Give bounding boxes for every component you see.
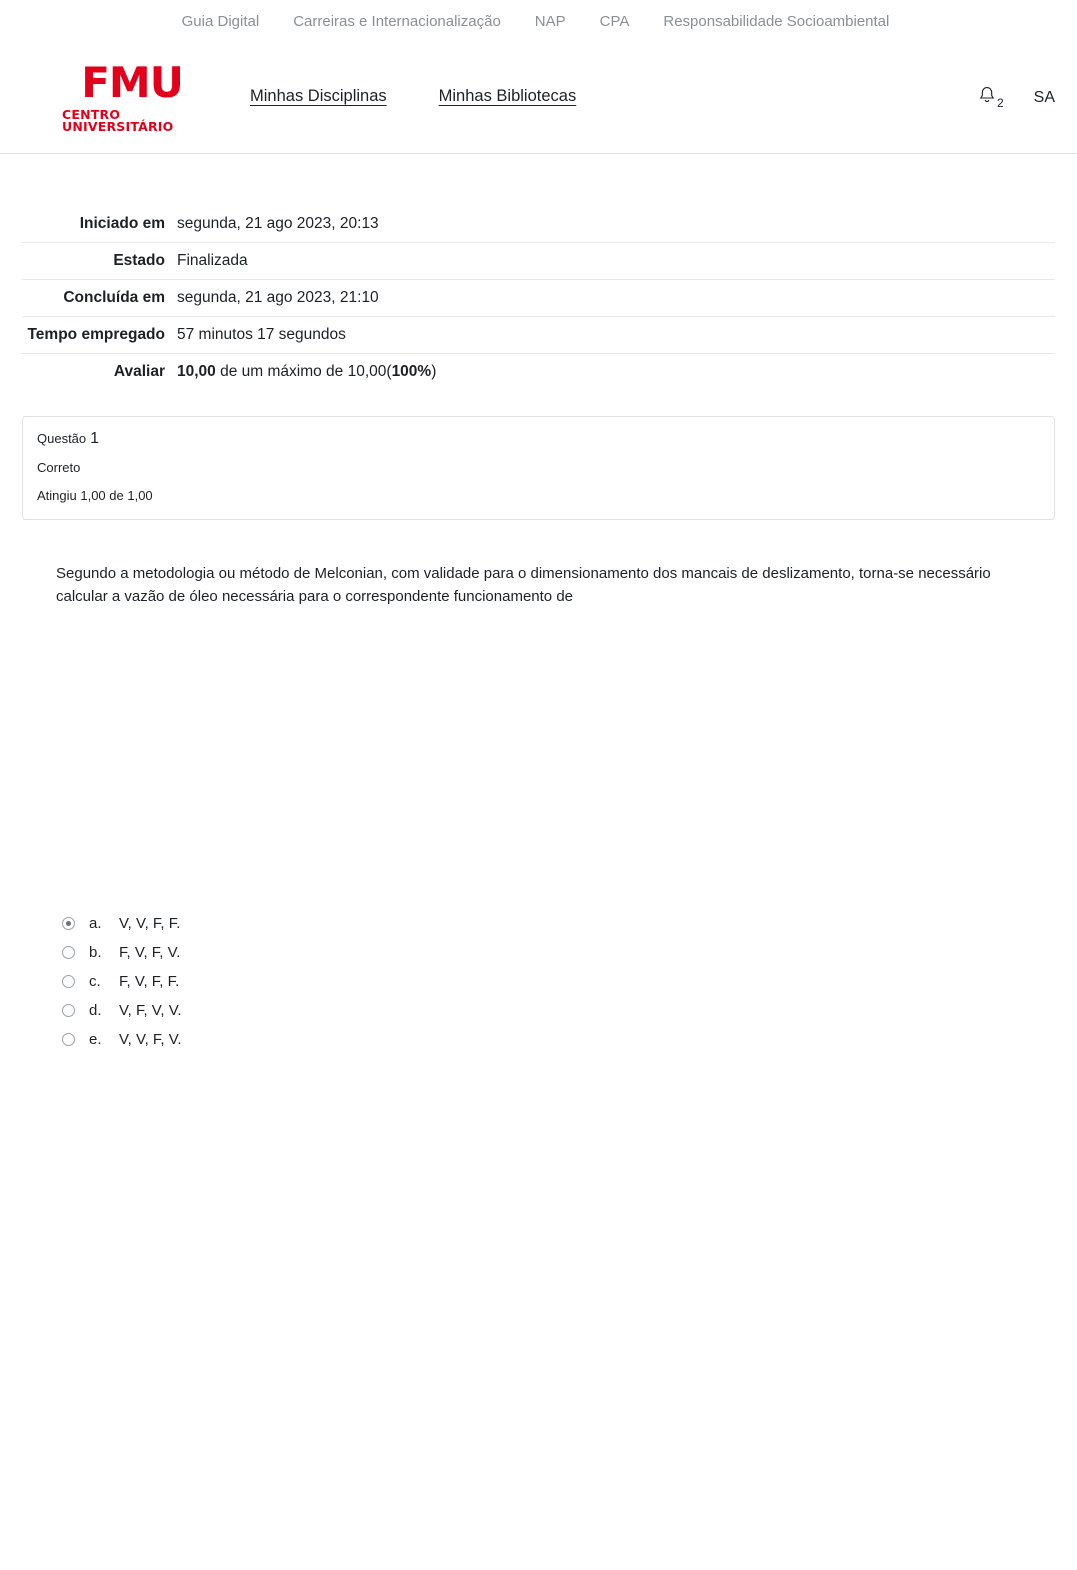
question-label: Questão xyxy=(37,431,87,446)
utility-link-nap[interactable]: NAP xyxy=(534,12,566,30)
attempt-summary-table xyxy=(22,206,1055,390)
option-letter: e. xyxy=(89,1030,102,1048)
summary-value-time: 57 minutos 17 segundos xyxy=(177,326,346,343)
logo-wordmark: FMU xyxy=(81,57,183,107)
summary-label-state: Estado xyxy=(113,252,165,269)
answer-options xyxy=(22,909,1055,1054)
header-actions xyxy=(978,86,1055,110)
table-row xyxy=(22,317,1055,354)
grade-points: 10,00 xyxy=(177,363,216,380)
radio-option-a[interactable] xyxy=(62,917,75,930)
radio-option-d[interactable] xyxy=(62,1004,75,1017)
table-row xyxy=(22,206,1055,243)
option-letter: c. xyxy=(89,972,101,990)
summary-value-state: Finalizada xyxy=(177,252,248,269)
main-nav xyxy=(250,87,576,108)
summary-value-completed: segunda, 21 ago 2023, 21:10 xyxy=(177,289,379,306)
table-row xyxy=(22,243,1055,280)
radio-option-c[interactable] xyxy=(62,975,75,988)
nav-minhas-disciplinas[interactable]: Minhas Disciplinas xyxy=(250,87,387,105)
grade-percent: 100% xyxy=(391,363,432,380)
site-header xyxy=(0,42,1077,154)
utility-link-carreiras[interactable]: Carreiras e Internacionalização xyxy=(293,12,501,30)
nav-minhas-bibliotecas[interactable]: Minhas Bibliotecas xyxy=(438,87,577,105)
option-letter: a. xyxy=(89,914,102,932)
radio-option-e[interactable] xyxy=(62,1033,75,1046)
notification-count: 2 xyxy=(996,95,1004,110)
option-text: F, V, F, V. xyxy=(119,943,181,961)
avatar[interactable]: SA xyxy=(1033,88,1055,106)
utility-nav xyxy=(0,0,1077,42)
radio-option-b[interactable] xyxy=(62,946,75,959)
question-info-card xyxy=(22,416,1055,520)
question-number: 1 xyxy=(90,430,100,447)
list-item[interactable] xyxy=(62,996,1055,1025)
summary-value-started: segunda, 21 ago 2023, 20:13 xyxy=(177,215,379,232)
list-item[interactable] xyxy=(62,938,1055,967)
notifications-button[interactable] xyxy=(978,86,1004,110)
grade-middle-text: de um máximo de 10,00( xyxy=(215,363,392,380)
question-text: Segundo a metodologia ou método de Melconian, com validade para o dimensionamento dos mancais de deslizamento, torna-se necessário calcular a vazão de óleo necessária para o correspondente funcionamento de xyxy=(56,565,991,606)
option-text: V, F, V, V. xyxy=(119,1001,182,1019)
option-letter: b. xyxy=(89,943,102,961)
summary-label-completed: Concluída em xyxy=(63,289,165,306)
utility-link-responsabilidade[interactable]: Responsabilidade Socioambiental xyxy=(663,12,890,30)
list-item[interactable] xyxy=(62,1025,1055,1054)
attempt-review xyxy=(0,154,1077,1054)
question-header xyxy=(37,430,1040,448)
table-row xyxy=(22,280,1055,317)
table-row xyxy=(22,354,1055,391)
grade-suffix: ) xyxy=(431,363,437,380)
option-text: V, V, F, F. xyxy=(119,914,181,932)
utility-link-cpa[interactable]: CPA xyxy=(599,12,630,30)
utility-link-guia-digital[interactable]: Guia Digital xyxy=(181,12,260,30)
logo-subtitle: CENTRO UNIVERSITÁRIO xyxy=(62,106,174,134)
summary-label-time: Tempo empregado xyxy=(27,326,165,343)
question-marks: Atingiu 1,00 de 1,00 xyxy=(37,488,153,503)
summary-label-grade: Avaliar xyxy=(113,363,165,380)
list-item[interactable] xyxy=(62,967,1055,996)
question-state: Correto xyxy=(37,460,81,475)
summary-value-grade xyxy=(177,354,1055,391)
bell-icon xyxy=(978,86,996,110)
option-text: F, V, F, F. xyxy=(119,972,180,990)
summary-label-started: Iniciado em xyxy=(79,215,165,232)
option-letter: d. xyxy=(89,1001,102,1019)
list-item[interactable] xyxy=(62,909,1055,938)
logo[interactable] xyxy=(62,57,202,134)
option-text: V, V, F, V. xyxy=(119,1030,182,1048)
